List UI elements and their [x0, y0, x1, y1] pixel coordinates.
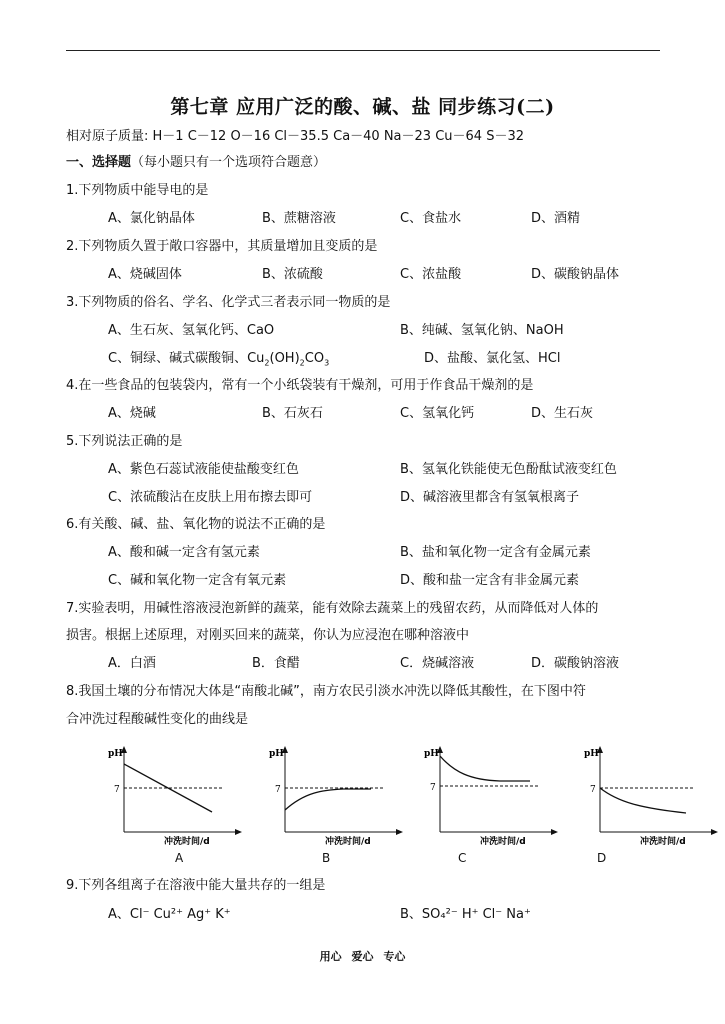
q1-option-d: D、酒精 — [531, 211, 581, 226]
q2-stem: 2.下列物质久置于敞口容器中，其质量增加且变质的是 — [66, 239, 378, 254]
q1-option-b: B、蔗糖溶液 — [262, 211, 336, 226]
ph-curve — [600, 788, 686, 813]
q4-option-d: D、生石灰 — [531, 406, 594, 421]
q8-stem-line1: 8.我国土壤的分布情况大体是“南酸北碱”，南方农民引淡水冲洗以降低其酸性，在下图中符 — [66, 684, 586, 699]
y-axis-label: pH — [108, 749, 123, 759]
q3-c-sub1: 2 — [264, 358, 270, 368]
q6-stem: 6.有关酸、碱、盐、氧化物的说法不正确的是 — [66, 517, 326, 532]
q8-stem-line2: 合冲洗过程酸碱性变化的曲线是 — [66, 712, 249, 727]
tick-7: 7 — [590, 785, 596, 795]
q5-option-b: B、氢氧化铁能使无色酚酞试液变红色 — [400, 462, 617, 477]
q8-chart-d-label: D — [597, 851, 607, 865]
q2-option-c: C、浓盐酸 — [400, 267, 462, 282]
q6-option-b: B、盐和氧化物一定含有金属元素 — [400, 545, 591, 560]
q7-stem-line2: 损害。根据上述原理，对刚买回来的蔬菜，你认为应浸泡在哪种溶液中 — [66, 628, 470, 643]
y-axis-label: pH — [269, 749, 284, 759]
q3-option-c — [108, 351, 329, 372]
q3-option-d: D、盐酸、氯化氢、HCl — [424, 351, 561, 366]
q3-c-hydroxide: (OH) — [269, 351, 300, 366]
x-axis-arrow — [396, 829, 403, 835]
q8-chart-a — [104, 742, 244, 846]
q6-option-a: A、酸和碱一定含有氢元素 — [108, 545, 260, 560]
q5-option-a: A、紫色石蕊试液能使盐酸变红色 — [108, 462, 299, 477]
q8-chart-a-label: A — [175, 851, 184, 865]
q8-chart-d — [580, 742, 720, 846]
q9-stem: 9.下列各组离子在溶液中能大量共存的一组是 — [66, 878, 326, 893]
q5-option-d: D、碱溶液里都含有氢氧根离子 — [400, 490, 580, 505]
y-axis-label: pH — [584, 749, 599, 759]
q6-option-d: D、酸和盐一定含有非金属元素 — [400, 573, 580, 588]
q7-option-c: C．烧碱溶液 — [400, 656, 475, 671]
q8-chart-b-label: B — [322, 851, 331, 865]
q3-option-a: A、生石灰、氢氧化钙、CaO — [108, 323, 275, 338]
ph-curve — [440, 756, 530, 781]
q5-stem: 5.下列说法正确的是 — [66, 434, 183, 449]
x-axis-arrow — [551, 829, 558, 835]
q2-option-b: B、浓硫酸 — [262, 267, 323, 282]
q1-option-c: C、食盐水 — [400, 211, 462, 226]
q8-chart-b — [265, 742, 405, 846]
q3-stem: 3.下列物质的俗名、学名、化学式三者表示同一物质的是 — [66, 295, 391, 310]
x-axis-label: 冲洗时间/d — [480, 837, 526, 846]
tick-7: 7 — [114, 785, 120, 795]
y-axis-label: pH — [424, 749, 439, 759]
q7-stem-line1: 7.实验表明，用碱性溶液浸泡新鲜的蔬菜，能有效除去蔬菜上的残留农药，从而降低对人体的 — [66, 601, 599, 616]
q4-option-a: A、烧碱 — [108, 406, 156, 421]
q1-stem: 1.下列物质中能导电的是 — [66, 183, 209, 198]
q7-option-b: B．食醋 — [252, 656, 300, 671]
x-axis-label: 冲洗时间/d — [325, 837, 371, 846]
q1-option-a: A、氯化钠晶体 — [108, 211, 195, 226]
x-axis-label: 冲洗时间/d — [164, 837, 210, 846]
q3-option-b: B、纯碱、氢氧化钠、NaOH — [400, 323, 564, 338]
header-rule — [66, 50, 660, 51]
section-heading — [66, 155, 326, 171]
q8-chart-c-label: C — [458, 851, 467, 865]
q2-option-a: A、烧碱固体 — [108, 267, 182, 282]
atomic-masses: 相对原子质量: H－1 C－12 O－16 Cl－35.5 Ca－40 Na－23 Cu－64 S－32 — [66, 129, 524, 144]
q6-option-c: C、碱和氧化物一定含有氧元素 — [108, 573, 287, 588]
q7-option-d: D．碳酸钠溶液 — [531, 656, 620, 671]
tick-7: 7 — [430, 783, 436, 793]
ph-curve — [124, 764, 212, 812]
q7-option-a: A．白酒 — [108, 656, 156, 671]
q4-option-c: C、氢氧化钙 — [400, 406, 475, 421]
x-axis-label: 冲洗时间/d — [640, 837, 686, 846]
q3-c-sub3: 3 — [324, 358, 330, 368]
section-title: 一、选择题 — [66, 155, 132, 170]
ph-curve — [285, 789, 371, 810]
q3-c-sub2: 2 — [299, 358, 305, 368]
q4-option-b: B、石灰石 — [262, 406, 323, 421]
q9-option-b: B、SO₄²⁻ H⁺ Cl⁻ Na⁺ — [400, 907, 531, 922]
page-footer: 用心 爱心 专心 — [319, 950, 406, 963]
q4-stem: 4.在一些食品的包装袋内，常有一个小纸袋装有干燥剂，可用于作食品干燥剂的是 — [66, 378, 534, 393]
page-title: 第七章 应用广泛的酸、碱、盐 同步练习(二) — [170, 96, 555, 118]
q8-chart-c — [420, 742, 560, 846]
section-note: （每小题只有一个选项符合题意） — [131, 155, 327, 170]
q9-option-a: A、Cl⁻ Cu²⁺ Ag⁺ K⁺ — [108, 907, 231, 922]
q3-c-text: C、铜绿、碱式碳酸铜、Cu — [108, 351, 265, 366]
x-axis-arrow — [235, 829, 242, 835]
tick-7: 7 — [275, 785, 281, 795]
q3-c-carbonate: CO — [304, 351, 325, 366]
q5-option-c: C、浓硫酸沾在皮肤上用布擦去即可 — [108, 490, 313, 505]
q2-option-d: D、碳酸钠晶体 — [531, 267, 620, 282]
x-axis-arrow — [711, 829, 718, 835]
